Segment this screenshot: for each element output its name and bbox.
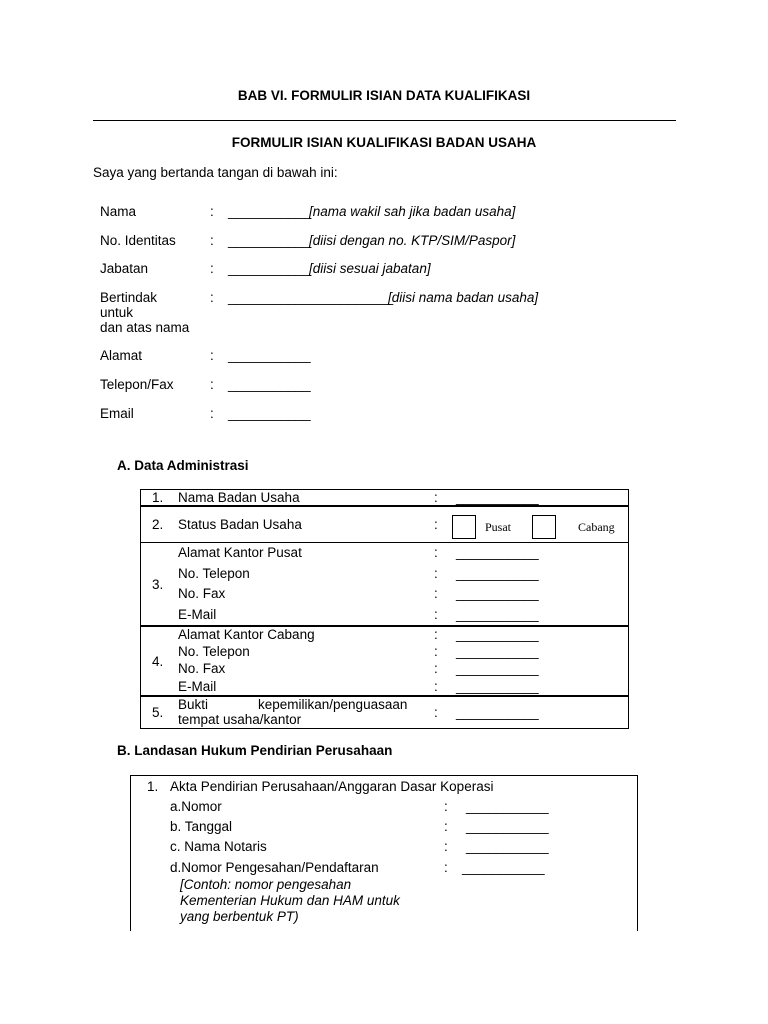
identity-colon: : xyxy=(210,233,214,248)
legal-blank-pengesahan[interactable]: ___________ xyxy=(462,860,545,875)
row-colon: : xyxy=(434,586,438,601)
row-number: 4. xyxy=(152,654,164,669)
row-label-email-pusat: E-Mail xyxy=(178,607,217,622)
row-number: 2. xyxy=(152,517,164,532)
identity-colon: : xyxy=(210,377,214,392)
legal-item-number: 1. xyxy=(147,779,159,794)
row-colon: : xyxy=(434,705,438,720)
identity-label-bertindak: Bertindak xyxy=(100,290,158,305)
row-label-alamat-pusat: Alamat Kantor Pusat xyxy=(178,545,302,560)
row-blank-email-pusat[interactable]: ___________ xyxy=(456,607,539,622)
intro-text: Saya yang bertanda tangan di bawah ini: xyxy=(93,165,338,180)
identity-colon: : xyxy=(210,290,214,305)
legal-example-line: [Contoh: nomor pengesahan xyxy=(180,877,352,892)
row-colon: : xyxy=(434,490,438,505)
identity-colon: : xyxy=(210,406,214,421)
legal-label-tanggal: b. Tanggal xyxy=(170,819,233,834)
identity-blank-email[interactable]: ___________ xyxy=(228,406,311,421)
identity-hint: [diisi nama badan usaha] xyxy=(388,290,539,305)
cabang-label: Cabang xyxy=(578,520,615,534)
row-colon: : xyxy=(434,517,438,532)
chapter-title: BAB VI. FORMULIR ISIAN DATA KUALIFIKASI xyxy=(237,88,531,103)
title-divider xyxy=(93,120,676,121)
row-label-telepon-pusat: No. Telepon xyxy=(178,566,250,581)
identity-label-untuk: untuk xyxy=(100,305,134,320)
row-label-telepon-cabang: No. Telepon xyxy=(178,644,250,659)
identity-hint: [nama wakil sah jika badan usaha] xyxy=(309,204,516,219)
legal-colon: : xyxy=(444,860,448,875)
section-a-heading: A. Data Administrasi xyxy=(117,458,249,473)
legal-label-nomor: a.Nomor xyxy=(170,799,222,814)
legal-blank-tanggal[interactable]: ___________ xyxy=(466,819,549,834)
pusat-checkbox[interactable] xyxy=(452,515,476,539)
row-number: 3. xyxy=(152,577,164,592)
identity-blank-jabatan[interactable]: ___________ xyxy=(228,261,311,276)
row-blank-fax-cabang[interactable]: ___________ xyxy=(456,661,539,676)
row-label-fax-cabang: No. Fax xyxy=(178,661,226,676)
row-colon: : xyxy=(434,661,438,676)
legal-item-title: Akta Pendirian Perusahaan/Anggaran Dasar Koperasi xyxy=(170,779,494,794)
row-colon: : xyxy=(434,607,438,622)
section-b-heading: B. Landasan Hukum Pendirian Perusahaan xyxy=(117,743,393,758)
row-label-kepemilikan: kepemilikan/penguasaan xyxy=(258,697,408,712)
legal-example-line: yang berbentuk PT) xyxy=(180,909,299,924)
identity-hint: [diisi dengan no. KTP/SIM/Paspor] xyxy=(309,233,516,248)
form-title: FORMULIR ISIAN KUALIFIKASI BADAN USAHA xyxy=(231,135,537,150)
legal-label-pengesahan: d.Nomor Pengesahan/Pendaftaran xyxy=(170,860,379,875)
legal-colon: : xyxy=(444,819,448,834)
identity-colon: : xyxy=(210,204,214,219)
pusat-label: Pusat xyxy=(485,520,512,534)
row-colon: : xyxy=(434,644,438,659)
row-colon: : xyxy=(434,566,438,581)
identity-blank-nama[interactable]: ___________ xyxy=(228,204,311,219)
row-label-bukti: Bukti xyxy=(178,697,209,712)
identity-label-alamat: Alamat xyxy=(100,348,143,363)
identity-blank-no-identitas[interactable]: ___________ xyxy=(228,233,311,248)
row-label-alamat-cabang: Alamat Kantor Cabang xyxy=(178,627,315,642)
row-label-email-cabang: E-Mail xyxy=(178,679,217,694)
identity-colon: : xyxy=(210,261,214,276)
row-colon: : xyxy=(434,679,438,694)
row-blank-alamat-cabang[interactable]: ___________ xyxy=(456,627,539,642)
row-blank-email-cabang[interactable]: ___________ xyxy=(456,679,539,694)
legal-blank-notaris[interactable]: ___________ xyxy=(466,839,549,854)
row-colon: : xyxy=(434,627,438,642)
identity-label-email: Email xyxy=(100,406,134,421)
identity-label-telepon: Telepon/Fax xyxy=(100,377,174,392)
row-label-fax-pusat: No. Fax xyxy=(178,586,226,601)
row-blank-telepon-pusat[interactable]: ___________ xyxy=(456,566,539,581)
row-label-nama-badan-usaha: Nama Badan Usaha xyxy=(178,490,300,505)
row-label-status-badan-usaha: Status Badan Usaha xyxy=(178,517,302,532)
row-blank-bukti[interactable]: ___________ xyxy=(456,705,539,720)
row-blank-nama-badan-usaha[interactable]: ___________ xyxy=(456,490,539,505)
legal-label-notaris: c. Nama Notaris xyxy=(170,839,267,854)
identity-label-nama: Nama xyxy=(100,204,137,219)
row-number: 1. xyxy=(152,490,164,505)
identity-label-jabatan: Jabatan xyxy=(100,261,149,276)
identity-blank-alamat[interactable]: ___________ xyxy=(228,348,311,363)
table-divider xyxy=(140,542,629,543)
legal-colon: : xyxy=(444,839,448,854)
row-label-tempat-usaha: tempat usaha/kantor xyxy=(178,712,302,727)
identity-blank-badan-usaha[interactable]: ______________________ xyxy=(228,290,394,305)
row-blank-alamat-pusat[interactable]: ___________ xyxy=(456,545,539,560)
row-blank-telepon-cabang[interactable]: ___________ xyxy=(456,644,539,659)
row-blank-fax-pusat[interactable]: ___________ xyxy=(456,586,539,601)
legal-colon: : xyxy=(444,799,448,814)
identity-colon: : xyxy=(210,348,214,363)
legal-blank-nomor[interactable]: ___________ xyxy=(466,799,549,814)
row-colon: : xyxy=(434,545,438,560)
identity-label-atas-nama: dan atas nama xyxy=(100,320,190,335)
cabang-checkbox[interactable] xyxy=(532,515,556,539)
identity-hint: [diisi sesuai jabatan] xyxy=(309,261,431,276)
legal-example-line: Kementerian Hukum dan HAM untuk xyxy=(180,893,400,908)
row-number: 5. xyxy=(152,705,164,720)
identity-label-no-identitas: No. Identitas xyxy=(100,233,176,248)
table-divider xyxy=(140,505,629,507)
identity-blank-telepon[interactable]: ___________ xyxy=(228,377,311,392)
